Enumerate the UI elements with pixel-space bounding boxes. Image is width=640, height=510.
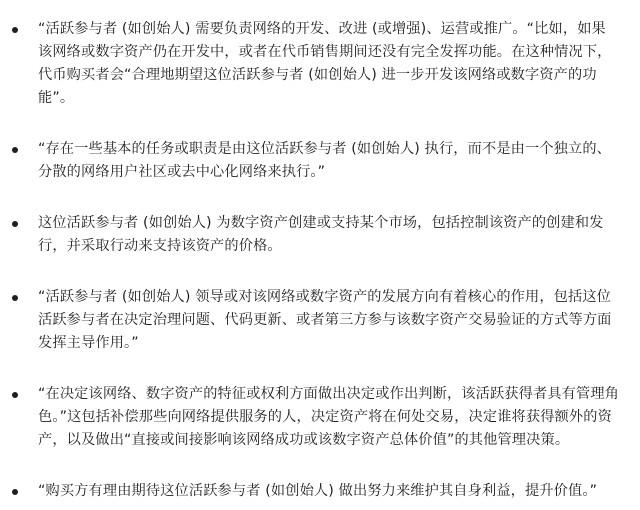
bullet-list	[0, 18, 626, 503]
bullet-dot-icon	[12, 392, 18, 398]
list-item	[0, 212, 626, 258]
bullet-dot-icon	[12, 221, 18, 227]
list-item	[0, 286, 626, 355]
list-item-text: “存在一些基本的任务或职责是由这位活跃参与者 (如创始人) 执行，而不是由一个独立的、分散的网络用户社区或去中心化网络来执行。”	[38, 141, 612, 180]
list-item	[0, 138, 626, 184]
bullet-dot-icon	[12, 147, 18, 153]
list-item	[0, 383, 626, 452]
list-item-text: “购买方有理由期待这位活跃参与者 (如创始人) 做出努力来维护其自身利益，提升价值。”	[38, 483, 598, 499]
bullet-dot-icon	[12, 489, 18, 495]
list-item-text: 这位活跃参与者 (如创始人) 为数字资产创建或支持某个市场，包括控制该资产的创建和发行，并采取行动来支持该资产的价格。	[38, 215, 604, 254]
list-item-text: “在决定该网络、数字资产的特征或权利方面做出决定或作出判断，该活跃获得者具有管理角色。”这包括补偿那些向网络提供服务的人，决定资产将在何处交易，决定谁将获得额外的资产，以及做出“直接或间接影响该网络成功或该数字资产总体价值”的其他管理决策。	[38, 386, 620, 448]
list-item-text: “活跃参与者 (如创始人) 需要负责网络的开发、改进 (或增强)、运营或推广。“比如，如果该网络或数字资产仍在开发中，或者在代币销售期间还没有完全发挥功能。在这种情况下，代币购买者会“合理地期望这位活跃参与者 (如创始人) 进一步开发该网络或数字资产的功能”。	[38, 21, 612, 106]
list-item-text: “活跃参与者 (如创始人) 领导或对该网络或数字资产的发展方向有着核心的作用，包括这位活跃参与者在决定治理问题、代码更新、或者第三方参与该数字资产交易验证的方式等方面发挥主导作用。”	[38, 289, 612, 351]
list-item	[0, 480, 626, 503]
bullet-dot-icon	[12, 295, 18, 301]
list-item	[0, 18, 626, 110]
bullet-dot-icon	[12, 27, 18, 33]
